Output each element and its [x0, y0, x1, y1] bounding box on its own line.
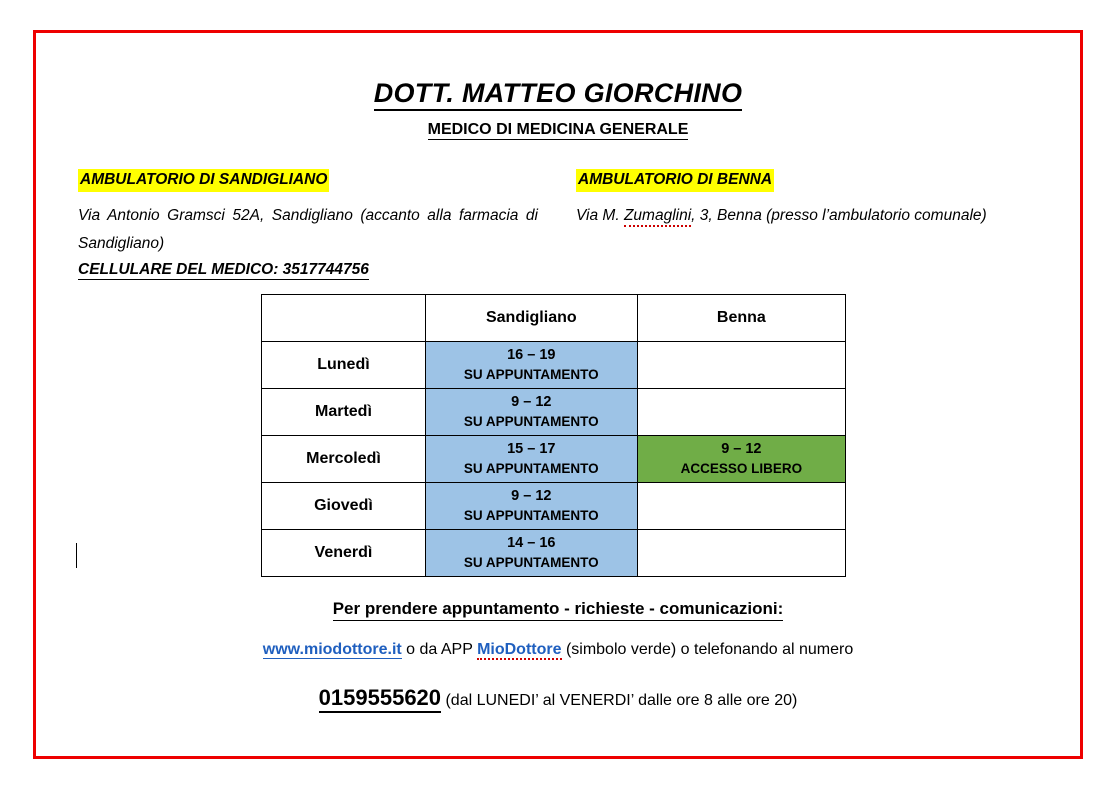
clinic-benna-address-part1: Via M. — [576, 207, 624, 224]
table-row — [262, 342, 846, 389]
footer-appointments-text: Per prendere appuntamento - richieste - comunicazioni: — [333, 599, 784, 621]
table-row — [262, 483, 846, 530]
footer-phone-line — [36, 685, 1080, 711]
slot-hours: 9 – 12 — [511, 488, 552, 504]
footer-appointments-heading — [36, 599, 1080, 619]
text-cursor — [76, 543, 77, 568]
clinic-benna — [576, 169, 1041, 230]
slot-hours: 9 – 12 — [721, 441, 762, 457]
clinic-benna-address — [576, 202, 1041, 230]
slot-hours: 15 – 17 — [507, 441, 556, 457]
app-name-link[interactable]: MioDottore — [477, 641, 562, 658]
slot-mode: SU APPUNTAMENTO — [463, 508, 599, 523]
day-label: Lunedì — [262, 342, 426, 389]
table-row — [262, 389, 846, 436]
slot-benna — [637, 436, 845, 483]
slot-mode: SU APPUNTAMENTO — [463, 555, 599, 570]
header-blank-cell — [262, 295, 426, 342]
header-sandigliano: Sandigliano — [425, 295, 637, 342]
slot-hours: 14 – 16 — [507, 535, 556, 551]
slot-sandigliano — [425, 389, 637, 436]
website-link[interactable]: www.miodottore.it — [262, 641, 402, 658]
slot-benna — [637, 530, 845, 577]
footer-contact-mid: o da APP — [401, 641, 478, 658]
doctor-mobile-line — [78, 261, 369, 279]
slot-hours: 9 – 12 — [511, 394, 552, 410]
clinic-benna-address-highlight: Zumaglini — [624, 207, 691, 227]
slot-sandigliano — [425, 483, 637, 530]
header-benna: Benna — [637, 295, 845, 342]
slot-sandigliano — [425, 436, 637, 483]
slot-benna — [637, 483, 845, 530]
slot-benna — [637, 342, 845, 389]
table-header-row — [262, 295, 846, 342]
slot-mode: SU APPUNTAMENTO — [463, 414, 599, 429]
table-row — [262, 436, 846, 483]
day-label: Giovedì — [262, 483, 426, 530]
doctor-mobile-text: CELLULARE DEL MEDICO: 3517744756 — [78, 261, 369, 278]
day-label: Martedì — [262, 389, 426, 436]
slot-sandigliano — [425, 530, 637, 577]
clinic-sandigliano-address-text: Via Antonio Gramsci 52A, Sandigliano (accanto alla farmacia di Sandigliano) — [78, 207, 538, 252]
phone-number: 0159555620 — [319, 685, 441, 713]
clinic-sandigliano-address — [78, 202, 538, 258]
clinic-benna-address-part2: , 3, Benna (presso l’ambulatorio comunale) — [691, 207, 987, 224]
clinic-sandigliano-heading: AMBULATORIO DI SANDIGLIANO — [78, 169, 329, 192]
table-row — [262, 530, 846, 577]
footer-contact-end: (simbolo verde) o telefonando al numero — [561, 641, 854, 658]
schedule-table — [261, 294, 846, 577]
phone-note: (dal LUNEDI’ al VENERDI’ dalle ore 8 alle ore 20) — [441, 692, 798, 709]
slot-hours: 16 – 19 — [507, 347, 556, 363]
document-page — [33, 30, 1083, 759]
page-subtitle-text: MEDICO DI MEDICINA GENERALE — [427, 121, 689, 138]
slot-mode: SU APPUNTAMENTO — [463, 367, 599, 382]
page-title — [36, 78, 1080, 109]
slot-mode: SU APPUNTAMENTO — [463, 461, 599, 476]
slot-sandigliano — [425, 342, 637, 389]
slot-mode: ACCESSO LIBERO — [680, 461, 803, 476]
page-subtitle — [36, 121, 1080, 139]
footer-contact-line — [36, 641, 1080, 659]
slot-benna — [637, 389, 845, 436]
clinic-benna-heading: AMBULATORIO DI BENNA — [576, 169, 774, 192]
page-title-text: DOTT. MATTEO GIORCHINO — [374, 78, 743, 111]
day-label: Venerdì — [262, 530, 426, 577]
clinic-sandigliano — [78, 169, 538, 258]
day-label: Mercoledì — [262, 436, 426, 483]
